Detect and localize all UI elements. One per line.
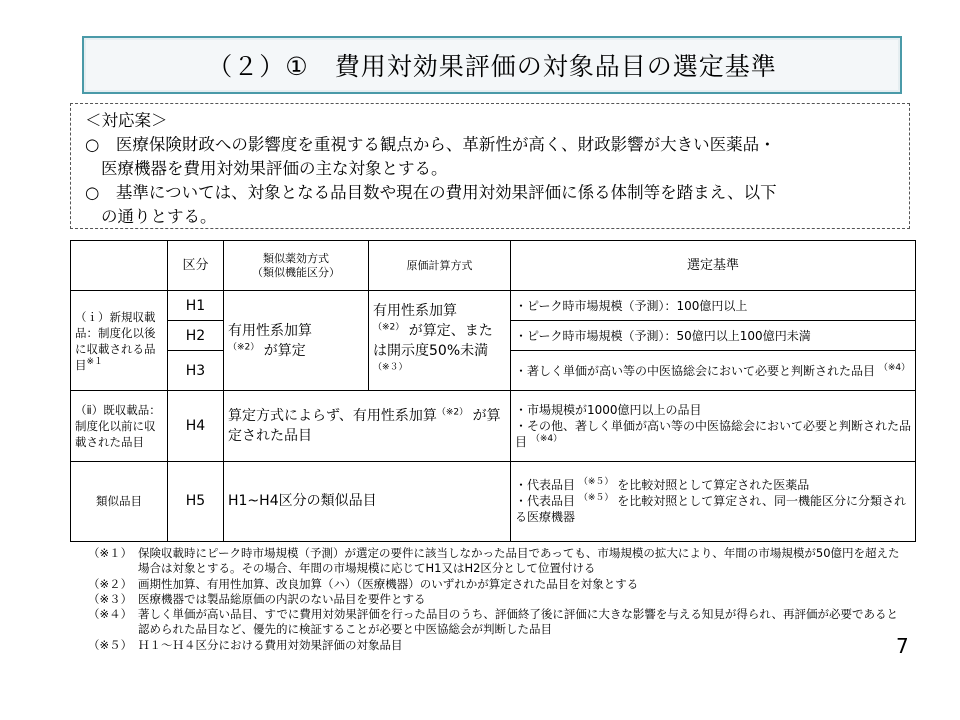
criteria-h3: ・著しく単価が高い等の中医協総会において必要と判断された品目 $^{(※4)}$ xyxy=(511,351,916,391)
calc-method-h4: 算定方式によらず、有用性系加算$^{(※2)}$ が算定された品目 xyxy=(224,391,511,461)
code-h2: H2 xyxy=(168,321,224,351)
proposal-heading: ＜対応案＞ xyxy=(85,111,168,130)
criteria-h2: ・ピーク時市場規模（予測）：50億円以上100億円未満 xyxy=(511,321,916,351)
selection-criteria-table xyxy=(70,240,916,542)
footnotes xyxy=(88,546,908,653)
code-h5: H5 xyxy=(168,461,224,541)
note-ref: （※4） xyxy=(878,362,911,373)
category-new-listing: （ｉ）新規収載品：制度化以後に収載される品目$^{※1}$ xyxy=(71,291,168,391)
title-banner xyxy=(82,36,902,94)
table-row xyxy=(71,461,916,541)
bullet: ○ xyxy=(85,183,100,202)
header-category xyxy=(71,241,168,291)
table-row xyxy=(71,291,916,321)
header-similar-method: 類似薬効方式 （類似機能区分） xyxy=(224,241,369,291)
criteria-h5: ・代表品目 $^{(※5)}$ を比較対照として算定された医薬品 ・代表品目 $^{(※5)}$ を比較対照として算定され、同一機能区分に分類される医療機器 xyxy=(511,461,916,541)
code-h1: H1 xyxy=(168,291,224,321)
note-ref: （※2） xyxy=(373,322,405,333)
calc-method-h5: H1~H4区分の類似品目 xyxy=(224,461,511,541)
criteria-h4: ・市場規模が1000億円以上の品目 ・その他、著しく単価が高い等の中医協総会において必要と判断された品目 $^{(※4)}$ xyxy=(511,391,916,461)
table-header-row xyxy=(71,241,916,291)
footnote: （※２） 画期性加算、有用性加算、改良加算（ハ）（医療機器）のいずれかが算定された品目を対象とする xyxy=(88,576,639,591)
header-category-label: 区分 xyxy=(168,241,224,291)
proposal-item-2: ○ 基準については、対象となる品目数や現在の費用対効果評価に係る体制等を踏まえ、以下 xyxy=(85,183,777,202)
footnote: （※４） 著しく単価が高い品目、すでに費用対効果評価を行った品目のうち、評価終了後に評価に大きな影響を与える知見が得られ、再評価が必要であると認められた品目など、優先的に検証することが必要と中医協総会が判断した品目 xyxy=(88,607,899,637)
category-existing-listing: （ⅱ）既収載品：制度化以前に収載された品目 xyxy=(71,391,168,461)
header-criteria: 選定基準 xyxy=(511,241,916,291)
note-ref: （※4） xyxy=(530,434,563,445)
note-ref: （※３） xyxy=(373,362,408,373)
category-similar-items: 類似品目 xyxy=(71,461,168,541)
note-ref: ※１ xyxy=(86,356,104,367)
footnote: （※５） Ｈ１～Ｈ４区分における費用対効果評価の対象品目 xyxy=(88,637,403,652)
proposal-box xyxy=(70,103,910,229)
note-ref: （※2） xyxy=(436,407,469,418)
criteria-h1: ・ピーク時市場規模（予測）：100億円以上 xyxy=(511,291,916,321)
proposal-item-1: ○ 医療保険財政への影響度を重視する観点から、革新性が高く、財政影響が大きい医薬品・ xyxy=(85,135,776,154)
similar-method-cell: 有用性系加算 $^{(※2)}$ が算定 xyxy=(224,291,369,391)
note-ref: （※５） xyxy=(578,493,614,504)
table-row xyxy=(71,391,916,461)
cost-method-cell: 有用性系加算 $^{(※2)}$ が算定、または開示度50%未満 $^{(※3)}$ xyxy=(369,291,511,391)
page-number: 7 xyxy=(896,634,909,658)
code-h4: H4 xyxy=(168,391,224,461)
footnote: （※３） 医療機器では製品総原価の内訳のない品目を要件とする xyxy=(88,591,426,606)
bullet: ○ xyxy=(85,135,100,154)
proposal-item-1-cont: 医療機器を費用対効果評価の主な対象とする。 xyxy=(101,159,448,178)
footnote: （※１） 保険収載時にピーク時市場規模（予測）が選定の要件に該当しなかった品目であっても、市場規模の拡大により、年間の市場規模が50億円を超えた場合は対象とする。その場合、年間の市場規模に応じてH1又はH2区分として位置付ける xyxy=(88,546,900,576)
note-ref: （※５） xyxy=(578,477,614,488)
code-h3: H3 xyxy=(168,351,224,391)
proposal-item-2-cont: の通りとする。 xyxy=(101,207,217,226)
header-cost-method: 原価計算方式 xyxy=(369,241,511,291)
page-title: （２）① 費用対効果評価の対象品目の選定基準 xyxy=(207,52,777,81)
note-ref: （※2） xyxy=(228,342,260,353)
